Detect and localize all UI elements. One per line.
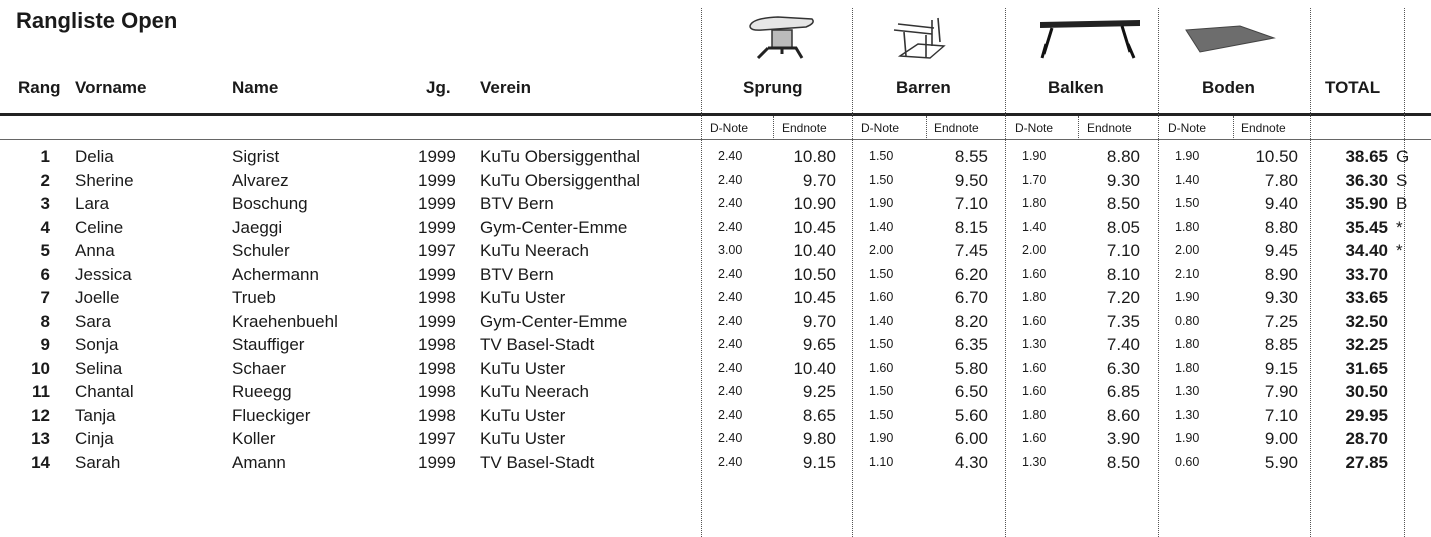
barren-dnote-cell: 1.90 xyxy=(869,196,894,210)
sprung-endnote-cell: 9.70 xyxy=(802,311,836,331)
jg-cell: 1999 xyxy=(418,217,456,237)
table-row xyxy=(0,169,1431,193)
subheader-barren-dnote: D-Note xyxy=(861,121,900,135)
balken-endnote-cell: 8.60 xyxy=(1106,405,1140,425)
table-row xyxy=(0,427,1431,451)
boden-endnote-cell: 8.80 xyxy=(1264,217,1298,237)
rank-cell: 5 xyxy=(40,241,50,260)
total-cell: 32.25 xyxy=(1345,335,1388,354)
sprung-dnote-cell: 2.40 xyxy=(718,337,743,351)
table-row xyxy=(0,239,1431,263)
barren-endnote-cell: 8.15 xyxy=(954,217,988,237)
balken-endnote-cell: 8.50 xyxy=(1106,194,1140,213)
medal-cell: S xyxy=(1396,170,1408,190)
header-name: Name xyxy=(232,78,279,97)
barren-endnote-cell: 7.10 xyxy=(954,194,988,213)
sprung-endnote-cell: 8.65 xyxy=(802,405,836,425)
rank-cell: 6 xyxy=(40,264,50,284)
column-divider xyxy=(926,116,927,140)
balken-endnote-cell: 8.10 xyxy=(1106,264,1140,284)
name-cell: Jaeggi xyxy=(232,217,283,237)
barren-dnote-cell: 1.50 xyxy=(869,384,894,398)
rank-cell: 1 xyxy=(40,147,50,166)
jg-cell: 1999 xyxy=(418,264,456,284)
barren-endnote-cell: 6.50 xyxy=(954,382,988,401)
subheader-boden-dnote: D-Note xyxy=(1168,121,1207,135)
rank-cell: 8 xyxy=(40,311,50,331)
barren-dnote-cell: 1.50 xyxy=(869,407,894,422)
total-cell: 38.65 xyxy=(1345,147,1388,166)
medal-cell: * xyxy=(1396,217,1403,237)
name-cell: Flueckiger xyxy=(232,405,311,425)
table-row xyxy=(0,380,1431,404)
boden-endnote-cell: 8.90 xyxy=(1264,264,1298,284)
vorname-cell: Sonja xyxy=(75,335,119,354)
boden-endnote-cell: 8.85 xyxy=(1264,335,1298,354)
jg-cell: 1997 xyxy=(418,241,456,260)
balken-dnote-cell: 1.60 xyxy=(1022,431,1047,445)
balken-dnote-cell: 1.80 xyxy=(1022,196,1047,210)
page-title: Rangliste Open xyxy=(16,8,178,33)
verein-cell: TV Basel-Stadt xyxy=(480,452,595,472)
sprung-endnote-cell: 9.80 xyxy=(802,429,836,448)
subheader-sprung-endnote: Endnote xyxy=(782,121,827,135)
header-sprung: Sprung xyxy=(743,78,803,97)
total-cell: 33.65 xyxy=(1345,288,1388,307)
boden-endnote-cell: 7.90 xyxy=(1264,382,1298,401)
column-divider xyxy=(773,116,774,140)
jg-cell: 1998 xyxy=(418,382,456,401)
barren-dnote-cell: 1.10 xyxy=(869,454,894,469)
sprung-dnote-cell: 2.40 xyxy=(718,196,743,210)
barren-endnote-cell: 6.70 xyxy=(954,288,988,307)
table-row xyxy=(0,216,1431,240)
sprung-dnote-cell: 2.40 xyxy=(718,313,743,328)
table-row xyxy=(0,357,1431,381)
barren-endnote-cell: 6.35 xyxy=(954,335,988,354)
name-cell: Sigrist xyxy=(232,147,280,166)
balken-endnote-cell: 8.05 xyxy=(1106,217,1140,237)
total-cell: 35.90 xyxy=(1345,194,1388,213)
barren-endnote-cell: 5.80 xyxy=(954,358,988,378)
verein-cell: KuTu Neerach xyxy=(480,382,589,401)
jg-cell: 1998 xyxy=(418,288,456,307)
balken-endnote-cell: 6.85 xyxy=(1106,382,1140,401)
verein-cell: BTV Bern xyxy=(480,264,554,284)
vorname-cell: Cinja xyxy=(75,429,114,448)
sprung-dnote-cell: 2.40 xyxy=(718,290,743,304)
balken-endnote-cell: 7.20 xyxy=(1106,288,1140,307)
column-divider xyxy=(1233,116,1234,140)
verein-cell: KuTu Uster xyxy=(480,288,566,307)
balken-dnote-cell: 1.80 xyxy=(1022,407,1047,422)
rank-cell: 4 xyxy=(40,217,50,237)
table-row xyxy=(0,145,1431,169)
verein-cell: BTV Bern xyxy=(480,194,554,213)
balance-beam-icon xyxy=(1030,14,1150,62)
verein-cell: TV Basel-Stadt xyxy=(480,335,595,354)
total-cell: 29.95 xyxy=(1345,405,1388,425)
vorname-cell: Selina xyxy=(75,358,123,378)
barren-dnote-cell: 1.50 xyxy=(869,172,894,187)
balken-dnote-cell: 1.70 xyxy=(1022,172,1047,187)
boden-endnote-cell: 7.80 xyxy=(1264,170,1298,190)
barren-endnote-cell: 4.30 xyxy=(954,452,988,472)
jg-cell: 1999 xyxy=(418,194,456,213)
boden-dnote-cell: 1.50 xyxy=(1175,196,1200,210)
sprung-endnote-cell: 10.80 xyxy=(793,147,836,166)
boden-dnote-cell: 1.90 xyxy=(1175,431,1200,445)
jg-cell: 1998 xyxy=(418,358,456,378)
jg-cell: 1999 xyxy=(418,452,456,472)
results-table xyxy=(0,145,1431,474)
column-divider xyxy=(1078,116,1079,140)
jg-cell: 1998 xyxy=(418,335,456,354)
name-cell: Amann xyxy=(232,452,286,472)
header-balken: Balken xyxy=(1048,78,1104,97)
parallel-bars-icon xyxy=(890,16,950,62)
balken-dnote-cell: 1.60 xyxy=(1022,384,1047,398)
table-row xyxy=(0,451,1431,475)
balken-dnote-cell: 1.80 xyxy=(1022,290,1047,304)
balken-endnote-cell: 8.80 xyxy=(1106,147,1140,166)
table-row xyxy=(0,263,1431,287)
rank-cell: 12 xyxy=(31,405,50,425)
boden-endnote-cell: 10.50 xyxy=(1255,147,1298,166)
rank-cell: 7 xyxy=(40,288,50,307)
boden-endnote-cell: 9.00 xyxy=(1264,429,1298,448)
rank-cell: 3 xyxy=(40,194,50,213)
vorname-cell: Tanja xyxy=(75,405,116,425)
total-cell: 28.70 xyxy=(1345,429,1388,448)
balken-dnote-cell: 2.00 xyxy=(1022,243,1047,257)
name-cell: Kraehenbuehl xyxy=(232,311,338,331)
rank-cell: 14 xyxy=(31,452,50,472)
table-row xyxy=(0,333,1431,357)
vorname-cell: Jessica xyxy=(75,264,132,284)
boden-dnote-cell: 1.80 xyxy=(1175,337,1200,351)
jg-cell: 1999 xyxy=(418,147,456,166)
barren-endnote-cell: 8.20 xyxy=(954,311,988,331)
verein-cell: KuTu Uster xyxy=(480,358,566,378)
barren-endnote-cell: 6.00 xyxy=(954,429,988,448)
boden-dnote-cell: 2.00 xyxy=(1175,243,1200,257)
table-row xyxy=(0,192,1431,216)
sprung-endnote-cell: 10.40 xyxy=(793,358,836,378)
boden-endnote-cell: 9.40 xyxy=(1264,194,1298,213)
boden-dnote-cell: 2.10 xyxy=(1175,266,1200,281)
verein-cell: KuTu Uster xyxy=(480,405,566,425)
total-cell: 27.85 xyxy=(1345,452,1388,472)
name-cell: Alvarez xyxy=(232,170,289,190)
barren-endnote-cell: 9.50 xyxy=(954,170,988,190)
vault-icon xyxy=(742,14,822,62)
barren-endnote-cell: 8.55 xyxy=(954,147,988,166)
sprung-dnote-cell: 2.40 xyxy=(718,384,743,398)
barren-dnote-cell: 1.60 xyxy=(869,360,894,375)
barren-dnote-cell: 1.50 xyxy=(869,149,894,163)
barren-dnote-cell: 1.40 xyxy=(869,313,894,328)
total-cell: 30.50 xyxy=(1345,382,1388,401)
sprung-endnote-cell: 10.90 xyxy=(793,194,836,213)
header-vorname: Vorname xyxy=(75,78,147,97)
sprung-endnote-cell: 10.45 xyxy=(793,288,836,307)
boden-dnote-cell: 0.60 xyxy=(1175,454,1200,469)
boden-dnote-cell: 1.90 xyxy=(1175,290,1200,304)
subheader-sprung-dnote: D-Note xyxy=(710,121,749,135)
balken-endnote-cell: 7.35 xyxy=(1106,311,1140,331)
balken-endnote-cell: 7.40 xyxy=(1106,335,1140,354)
total-cell: 34.40 xyxy=(1345,241,1388,260)
barren-endnote-cell: 5.60 xyxy=(954,405,988,425)
barren-dnote-cell: 1.60 xyxy=(869,290,894,304)
total-cell: 33.70 xyxy=(1345,264,1388,284)
balken-dnote-cell: 1.60 xyxy=(1022,313,1047,328)
name-cell: Rueegg xyxy=(232,382,292,401)
sprung-dnote-cell: 2.40 xyxy=(718,172,743,187)
total-cell: 32.50 xyxy=(1345,311,1388,331)
table-row xyxy=(0,404,1431,428)
boden-endnote-cell: 7.10 xyxy=(1264,405,1298,425)
rank-cell: 9 xyxy=(40,335,50,354)
barren-dnote-cell: 1.90 xyxy=(869,431,894,445)
header-rule xyxy=(0,113,1431,116)
header-rang: Rang xyxy=(18,78,61,97)
boden-endnote-cell: 5.90 xyxy=(1264,452,1298,472)
header-barren: Barren xyxy=(896,78,951,97)
verein-cell: KuTu Obersiggenthal xyxy=(480,170,641,190)
name-cell: Trueb xyxy=(232,288,276,307)
header-jg: Jg. xyxy=(426,78,451,97)
vorname-cell: Delia xyxy=(75,147,114,166)
medal-cell: G xyxy=(1396,147,1410,166)
floor-mat-icon xyxy=(1182,24,1282,56)
jg-cell: 1999 xyxy=(418,170,456,190)
medal-cell: B xyxy=(1396,194,1408,213)
jg-cell: 1998 xyxy=(418,405,456,425)
verein-cell: Gym-Center-Emme xyxy=(480,217,628,237)
balken-endnote-cell: 8.50 xyxy=(1106,452,1140,472)
vorname-cell: Chantal xyxy=(75,382,134,401)
sprung-endnote-cell: 10.45 xyxy=(793,217,836,237)
name-cell: Koller xyxy=(232,429,276,448)
verein-cell: KuTu Uster xyxy=(480,429,566,448)
table-row xyxy=(0,286,1431,310)
vorname-cell: Sara xyxy=(75,311,111,331)
balken-dnote-cell: 1.60 xyxy=(1022,360,1047,375)
sprung-dnote-cell: 3.00 xyxy=(718,243,743,257)
subheader-rule xyxy=(0,139,1431,140)
sprung-dnote-cell: 2.40 xyxy=(718,407,743,422)
boden-endnote-cell: 9.45 xyxy=(1264,241,1298,260)
vorname-cell: Sherine xyxy=(75,170,134,190)
vorname-cell: Joelle xyxy=(75,288,120,307)
name-cell: Schuler xyxy=(232,241,290,260)
verein-cell: Gym-Center-Emme xyxy=(480,311,628,331)
header-total: TOTAL xyxy=(1325,78,1381,97)
subheader-balken-endnote: Endnote xyxy=(1087,121,1132,135)
balken-dnote-cell: 1.40 xyxy=(1022,219,1047,234)
boden-dnote-cell: 0.80 xyxy=(1175,313,1200,328)
boden-dnote-cell: 1.40 xyxy=(1175,172,1200,187)
sprung-endnote-cell: 10.50 xyxy=(793,264,836,284)
boden-dnote-cell: 1.30 xyxy=(1175,407,1200,422)
barren-dnote-cell: 2.00 xyxy=(869,243,894,257)
jg-cell: 1999 xyxy=(418,311,456,331)
subheader-balken-dnote: D-Note xyxy=(1015,121,1054,135)
vorname-cell: Sarah xyxy=(75,452,121,472)
balken-dnote-cell: 1.30 xyxy=(1022,337,1047,351)
table-row xyxy=(0,310,1431,334)
total-cell: 31.65 xyxy=(1345,358,1388,378)
verein-cell: KuTu Obersiggenthal xyxy=(480,147,641,166)
balken-endnote-cell: 3.90 xyxy=(1106,429,1140,448)
sprung-dnote-cell: 2.40 xyxy=(718,219,743,234)
vorname-cell: Lara xyxy=(75,194,110,213)
boden-dnote-cell: 1.80 xyxy=(1175,219,1200,234)
balken-dnote-cell: 1.90 xyxy=(1022,149,1047,163)
sprung-dnote-cell: 2.40 xyxy=(718,360,743,375)
total-cell: 36.30 xyxy=(1345,170,1388,190)
medal-cell: * xyxy=(1396,241,1403,260)
boden-endnote-cell: 7.25 xyxy=(1264,311,1298,331)
sprung-endnote-cell: 9.25 xyxy=(802,382,836,401)
sprung-endnote-cell: 9.15 xyxy=(802,452,836,472)
header-verein: Verein xyxy=(480,78,532,97)
jg-cell: 1997 xyxy=(418,429,456,448)
sprung-dnote-cell: 2.40 xyxy=(718,454,743,469)
header-boden: Boden xyxy=(1202,78,1255,97)
boden-endnote-cell: 9.15 xyxy=(1264,358,1298,378)
sprung-dnote-cell: 2.40 xyxy=(718,149,743,163)
rank-cell: 2 xyxy=(40,170,50,190)
sprung-endnote-cell: 9.70 xyxy=(802,170,836,190)
sprung-endnote-cell: 10.40 xyxy=(793,241,836,260)
boden-dnote-cell: 1.80 xyxy=(1175,360,1200,375)
barren-dnote-cell: 1.40 xyxy=(869,219,894,234)
barren-endnote-cell: 7.45 xyxy=(954,241,988,260)
balken-dnote-cell: 1.60 xyxy=(1022,266,1047,281)
vorname-cell: Celine xyxy=(75,217,124,237)
name-cell: Achermann xyxy=(232,264,319,284)
balken-endnote-cell: 6.30 xyxy=(1106,358,1140,378)
sprung-dnote-cell: 2.40 xyxy=(718,266,743,281)
subheader-boden-endnote: Endnote xyxy=(1241,121,1286,135)
boden-endnote-cell: 9.30 xyxy=(1264,288,1298,307)
boden-dnote-cell: 1.30 xyxy=(1175,384,1200,398)
total-cell: 35.45 xyxy=(1345,217,1388,237)
subheader-barren-endnote: Endnote xyxy=(934,121,979,135)
vorname-cell: Anna xyxy=(75,241,115,260)
rank-cell: 11 xyxy=(32,382,50,401)
barren-dnote-cell: 1.50 xyxy=(869,266,894,281)
name-cell: Boschung xyxy=(232,194,308,213)
verein-cell: KuTu Neerach xyxy=(480,241,589,260)
sprung-dnote-cell: 2.40 xyxy=(718,431,743,445)
boden-dnote-cell: 1.90 xyxy=(1175,149,1200,163)
rank-cell: 13 xyxy=(31,429,50,448)
balken-endnote-cell: 9.30 xyxy=(1106,170,1140,190)
balken-endnote-cell: 7.10 xyxy=(1106,241,1140,260)
sprung-endnote-cell: 9.65 xyxy=(802,335,836,354)
rank-cell: 10 xyxy=(31,358,50,378)
name-cell: Schaer xyxy=(232,358,286,378)
barren-endnote-cell: 6.20 xyxy=(954,264,988,284)
name-cell: Stauffiger xyxy=(232,335,305,354)
balken-dnote-cell: 1.30 xyxy=(1022,454,1047,469)
barren-dnote-cell: 1.50 xyxy=(869,337,894,351)
